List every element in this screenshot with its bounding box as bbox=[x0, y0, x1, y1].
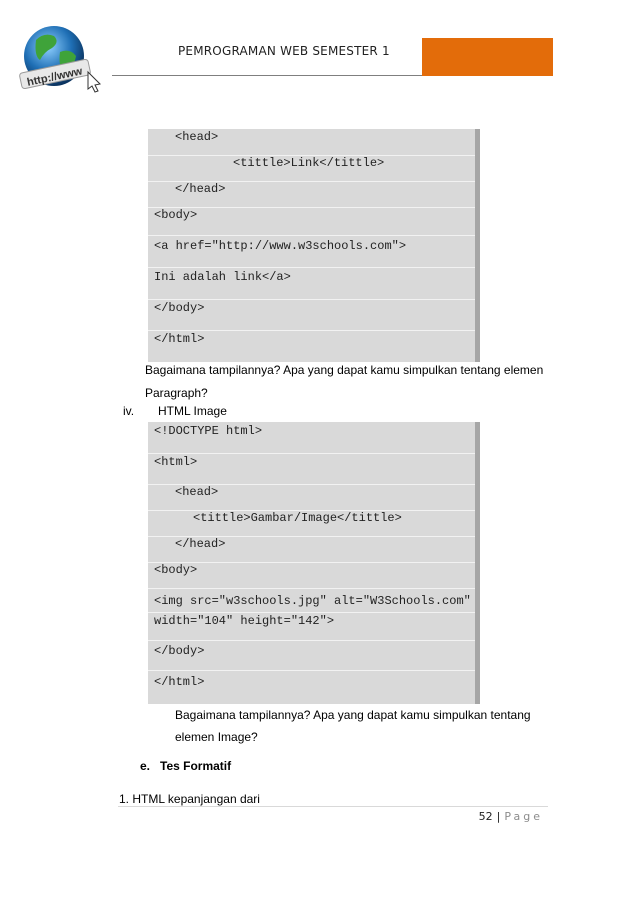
page-number bbox=[479, 810, 543, 823]
code-line: </html> bbox=[154, 675, 205, 689]
header-divider bbox=[112, 75, 423, 76]
code-line: </body> bbox=[154, 644, 205, 658]
header-accent-bar bbox=[422, 38, 553, 76]
code-line: <tittle>Link</tittle> bbox=[233, 156, 385, 170]
section-title: HTML Image bbox=[158, 404, 227, 418]
code-line: </head> bbox=[175, 182, 226, 196]
page-label: Page bbox=[504, 810, 543, 823]
section-title: Tes Formatif bbox=[160, 759, 232, 773]
code-line: </body> bbox=[154, 301, 205, 315]
globe-logo-icon bbox=[14, 22, 106, 94]
code-line: <head> bbox=[175, 130, 219, 144]
code-line: <!DOCTYPE html> bbox=[154, 424, 263, 438]
question-text: Bagaimana tampilannya? Apa yang dapat kamu simpulkan tentang bbox=[175, 708, 531, 722]
question-text: Paragraph? bbox=[145, 386, 208, 400]
code-line: <a href="http://www.w3schools.com"> bbox=[154, 239, 407, 253]
section-label: e. bbox=[140, 759, 151, 773]
code-line: <html> bbox=[154, 455, 198, 469]
code-line: <body> bbox=[154, 563, 198, 577]
code-line: <tittle>Gambar/Image</tittle> bbox=[193, 511, 402, 525]
section-number: iv. bbox=[123, 404, 135, 418]
code-line: </html> bbox=[154, 332, 205, 346]
page-number-value: 52 bbox=[478, 810, 493, 823]
code-line: <body> bbox=[154, 208, 198, 222]
logo-text: http://www bbox=[26, 65, 84, 89]
code-line: <img src="w3schools.jpg" alt="W3Schools.com" bbox=[154, 594, 471, 608]
footer-divider bbox=[118, 806, 548, 807]
header-title: PEMROGRAMAN WEB SEMESTER 1 bbox=[178, 44, 390, 58]
code-line: Ini adalah link</a> bbox=[154, 270, 291, 284]
question-text: elemen Image? bbox=[175, 730, 258, 744]
question-text: Bagaimana tampilannya? Apa yang dapat kamu simpulkan tentang elemen bbox=[145, 363, 544, 377]
code-line: <head> bbox=[175, 485, 219, 499]
page-separator: | bbox=[496, 810, 501, 823]
code-line: width="104" height="142"> bbox=[154, 614, 335, 628]
code-line: </head> bbox=[175, 537, 226, 551]
code-block-image bbox=[148, 422, 480, 704]
list-item: 1. HTML kepanjangan dari bbox=[119, 792, 260, 806]
